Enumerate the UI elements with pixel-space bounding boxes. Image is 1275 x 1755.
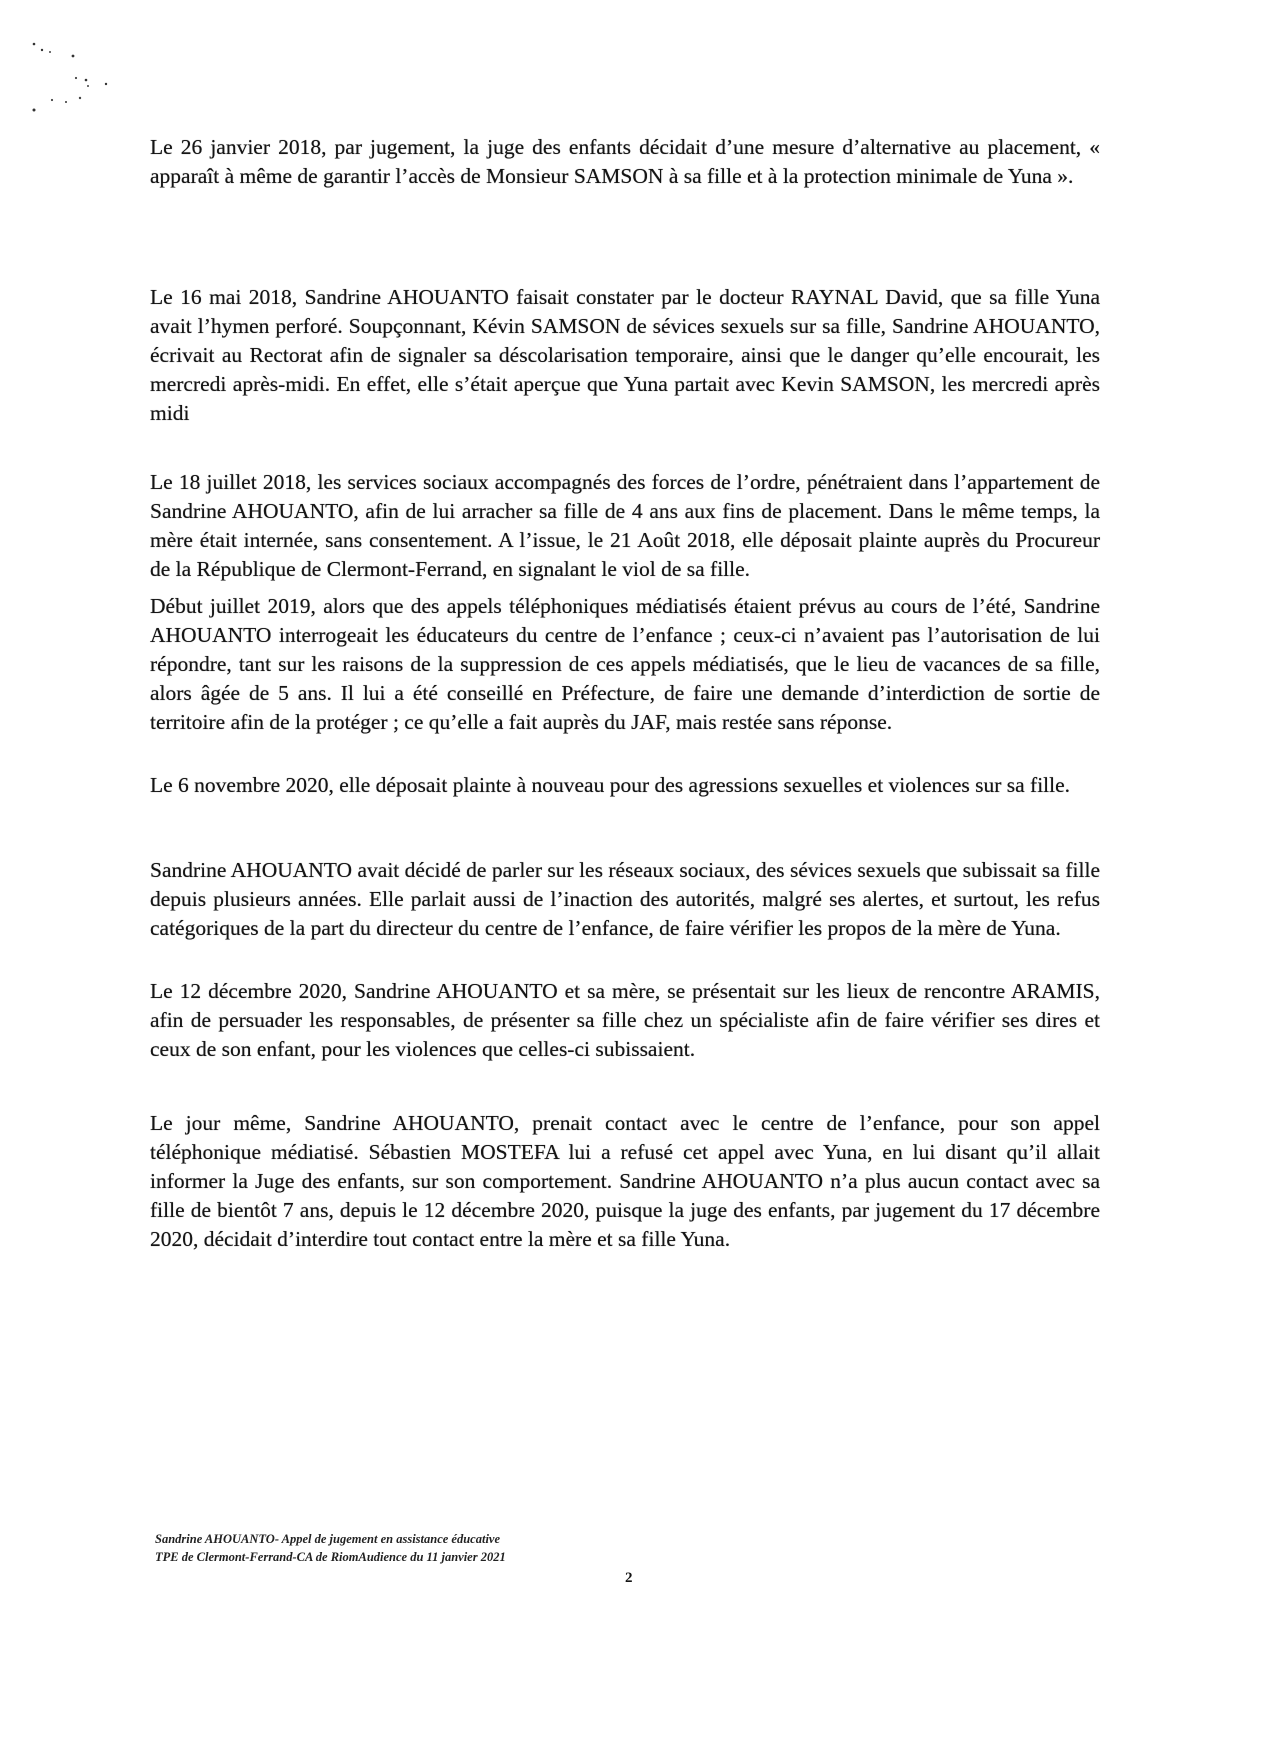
paragraph-18-juillet-2018: Le 18 juillet 2018, les services sociaux accompagnés des forces de l’ordre, pénétraient dans l’appartement de Sandrine AHOUANTO, afin de lui arracher sa fille de 4 ans aux fins de placement. Dans le même temps, la mère était internée, sans consentement. A l’issue, le 21 Août 2018, elle déposait plainte auprès du Procureur de la République de Clermont-Ferrand, en signalant le viol de sa fille. — [150, 470, 1100, 581]
footer-line-1: Sandrine AHOUANTO- Appel de jugement en assistance éducative — [155, 1532, 501, 1546]
paragraph-16-mai-2018: Le 16 mai 2018, Sandrine AHOUANTO faisait constater par le docteur RAYNAL David, que sa fille Yuna avait l’hymen perforé. Soupçonnant, Kévin SAMSON de sévices sexuels sur sa fille, Sandrine AHOUANTO, écrivait au Rectorat afin de signaler sa déscolarisation temporaire, ainsi que le danger qu’elle encourait, les mercredi après-midi. En effet, elle s’était aperçue que Yuna partait avec Kevin SAMSON, les mercredi après midi — [150, 285, 1100, 425]
page-footer — [155, 1530, 506, 1566]
scan-specks — [28, 40, 138, 130]
paragraph-12-decembre-2020: Le 12 décembre 2020, Sandrine AHOUANTO et sa mère, se présentait sur les lieux de rencontre ARAMIS, afin de persuader les responsables, de présenter sa fille chez un spécialiste afin de faire vérifier ses dires et ceux de son enfant, pour les violences que celles-ci subissaient. — [150, 979, 1100, 1061]
paragraph-reseaux-sociaux: Sandrine AHOUANTO avait décidé de parler sur les réseaux sociaux, des sévices sexuels que subissait sa fille depuis plusieurs années. Elle parlait aussi de l’inaction des autorités, malgré ses alertes, et surtout, les refus catégoriques de la part du directeur du centre de l’enfance, de faire vérifier les propos de la mère de Yuna. — [150, 858, 1100, 940]
paragraph-juillet-2019: Début juillet 2019, alors que des appels téléphoniques médiatisés étaient prévus au cours de l’été, Sandrine AHOUANTO interrogeait les éducateurs du centre de l’enfance ; ceux-ci n’avaient pas l’autorisation de lui répondre, tant sur les raisons de la suppression de ces appels médiatisés, que le lieu de vacances de sa fille, alors âgée de 5 ans. Il lui a été conseillé en Préfecture, de faire une demande d’interdiction de sortie de territoire afin de la protéger ; ce qu’elle a fait auprès du JAF, mais restée sans réponse. — [150, 594, 1100, 734]
paragraph-6-novembre-2020: Le 6 novembre 2020, elle déposait plainte à nouveau pour des agressions sexuelles et violences sur sa fille. — [150, 773, 1071, 797]
paragraph-jour-meme: Le jour même, Sandrine AHOUANTO, prenait contact avec le centre de l’enfance, pour son appel téléphonique médiatisé. Sébastien MOSTEFA lui a refusé cet appel avec Yuna, en lui disant qu’il allait informer la Juge des enfants, sur son comportement. Sandrine AHOUANTO n’a plus aucun contact avec sa fille de bientôt 7 ans, depuis le 12 décembre 2020, puisque la juge des enfants, par jugement du 17 décembre 2020, décidait d’interdire tout contact entre la mère et sa fille Yuna. — [150, 1111, 1100, 1251]
paragraph-26-janvier-2018: Le 26 janvier 2018, par jugement, la juge des enfants décidait d’une mesure d’alternative au placement, « apparaît à même de garantir l’accès de Monsieur SAMSON à sa fille et à la protection minimale de Yuna ». — [150, 135, 1100, 188]
footer-line-2: TPE de Clermont-Ferrand-CA de RiomAudience du 11 janvier 2021 — [155, 1550, 506, 1564]
page-number: 2 — [625, 1570, 633, 1586]
